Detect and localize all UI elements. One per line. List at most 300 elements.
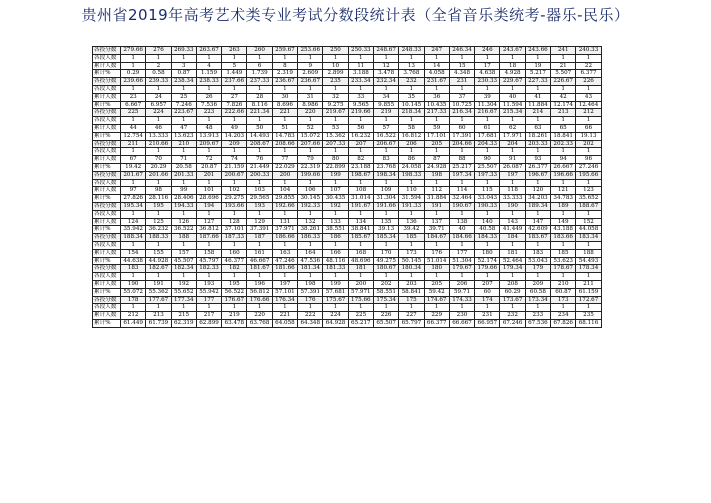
- table-cell: 110: [399, 187, 424, 195]
- table-cell: 1: [449, 54, 474, 62]
- table-cell: 65.217: [348, 319, 373, 327]
- table-cell: 1: [348, 273, 373, 281]
- table-cell: 1: [146, 85, 171, 93]
- table-cell: 67: [121, 156, 146, 164]
- table-cell: 10.725: [449, 101, 474, 109]
- table-cell: 1: [475, 241, 500, 249]
- table-cell: 193: [247, 202, 272, 210]
- table-cell: 57: [373, 124, 398, 132]
- table-cell: 224: [146, 109, 171, 117]
- table-cell: 41.449: [500, 226, 525, 234]
- table-cell: 97: [121, 187, 146, 195]
- table-cell: 4.058: [424, 70, 449, 78]
- table-cell: 206: [399, 140, 424, 148]
- table-cell: 7.246: [171, 101, 196, 109]
- table-cell: 1: [424, 210, 449, 218]
- table-cell: 53.623: [551, 257, 576, 265]
- table-row-count: [93, 210, 602, 218]
- table-cell: 195: [146, 202, 171, 210]
- table-cell: 1: [272, 210, 297, 218]
- table-cell: 42: [551, 93, 576, 101]
- table-cell: 1: [525, 304, 550, 312]
- row-label: 累计%: [93, 288, 121, 296]
- table-cell: 1: [348, 241, 373, 249]
- table-cell: 1: [373, 179, 398, 187]
- table-cell: 6.377: [576, 70, 601, 78]
- table-cell: 17.101: [424, 132, 449, 140]
- table-cell: 180: [475, 249, 500, 257]
- table-cell: 260: [247, 47, 272, 55]
- table-cell: 135: [373, 218, 398, 226]
- table-cell: 2.609: [298, 70, 323, 78]
- table-cell: 1: [500, 85, 525, 93]
- table-cell: 1: [222, 210, 247, 218]
- table-cell: 1: [373, 148, 398, 156]
- table-cell: 63.478: [222, 319, 247, 327]
- table-cell: 1: [449, 85, 474, 93]
- table-cell: 207: [475, 280, 500, 288]
- table-cell: 19.42: [121, 163, 146, 171]
- table-cell: 1: [373, 117, 398, 125]
- table-cell: 188.67: [576, 202, 601, 210]
- table-cell: 40: [500, 93, 525, 101]
- table-cell: 11.304: [475, 101, 500, 109]
- table-cell: 224: [323, 312, 348, 320]
- table-cell: 211: [576, 280, 601, 288]
- table-cell: 202: [373, 280, 398, 288]
- table-cell: 183.66: [551, 234, 576, 242]
- table-cell: 18.261: [525, 132, 550, 140]
- table-cell: 101: [196, 187, 221, 195]
- table-cell: 1: [196, 148, 221, 156]
- table-cell: 1: [196, 54, 221, 62]
- table-cell: 177.67: [146, 296, 171, 304]
- row-label: 各投分数: [93, 109, 121, 117]
- table-cell: 2.319: [272, 70, 297, 78]
- table-cell: 47.246: [272, 257, 297, 265]
- table-cell: 38.261: [298, 226, 323, 234]
- table-cell: 154: [121, 249, 146, 257]
- table-cell: 182: [222, 265, 247, 273]
- table-cell: 30.435: [323, 195, 348, 203]
- table-cell: 1: [272, 273, 297, 281]
- table-row-count: [93, 54, 602, 62]
- table-cell: 1: [323, 273, 348, 281]
- table-cell: 225: [348, 312, 373, 320]
- table-cell: 1: [373, 54, 398, 62]
- table-cell: 127: [196, 218, 221, 226]
- table-cell: 179.66: [475, 265, 500, 273]
- table-cell: 53: [323, 124, 348, 132]
- table-cell: 1: [171, 54, 196, 62]
- table-cell: 0.29: [121, 70, 146, 78]
- table-cell: 1: [323, 179, 348, 187]
- table-cell: 194: [196, 202, 221, 210]
- table-cell: 133: [323, 218, 348, 226]
- table-cell: 29.565: [247, 195, 272, 203]
- table-cell: 1: [348, 54, 373, 62]
- table-cell: 190: [121, 280, 146, 288]
- table-cell: 31.014: [348, 195, 373, 203]
- table-row-cum: [93, 124, 602, 132]
- table-cell: 181: [500, 249, 525, 257]
- table-cell: 53.043: [525, 257, 550, 265]
- table-cell: 60.29: [500, 288, 525, 296]
- table-cell: 37: [449, 93, 474, 101]
- table-cell: 48.696: [348, 257, 373, 265]
- table-cell: 199: [323, 171, 348, 179]
- table-cell: 103: [247, 187, 272, 195]
- table-cell: 121: [551, 187, 576, 195]
- table-cell: 1: [399, 54, 424, 62]
- table-cell: 198.67: [348, 171, 373, 179]
- table-cell: 1: [500, 273, 525, 281]
- table-cell: 1: [298, 85, 323, 93]
- table-cell: 93: [525, 156, 550, 164]
- table-cell: 46.377: [222, 257, 247, 265]
- table-cell: 10.145: [399, 101, 424, 109]
- row-label: 累计人数: [93, 62, 121, 70]
- table-cell: 231: [475, 312, 500, 320]
- table-cell: 55.072: [121, 288, 146, 296]
- table-cell: 1: [298, 54, 323, 62]
- table-cell: 184: [500, 234, 525, 242]
- table-cell: 1: [298, 210, 323, 218]
- table-cell: 1: [500, 304, 525, 312]
- table-cell: 27.826: [121, 195, 146, 203]
- table-cell: 211: [121, 140, 146, 148]
- table-cell: 208.66: [272, 140, 297, 148]
- table-cell: 193: [196, 280, 221, 288]
- table-row-cum: [93, 280, 602, 288]
- table-cell: 102: [222, 187, 247, 195]
- table-cell: 10.435: [424, 101, 449, 109]
- table-cell: 25.507: [475, 163, 500, 171]
- table-cell: 209: [222, 140, 247, 148]
- table-cell: 188: [171, 234, 196, 242]
- table-cell: 3: [171, 62, 196, 70]
- table-cell: 60: [475, 288, 500, 296]
- table-cell: 51.304: [449, 257, 474, 265]
- table-cell: 1: [272, 241, 297, 249]
- table-cell: 1: [222, 117, 247, 125]
- table-cell: 12: [373, 62, 398, 70]
- table-cell: 1: [399, 85, 424, 93]
- table-cell: 1: [424, 179, 449, 187]
- table-cell: 18: [500, 62, 525, 70]
- table-row-pct: [93, 226, 602, 234]
- table-cell: 118: [500, 187, 525, 195]
- table-cell: 1: [500, 117, 525, 125]
- table-row-pct: [93, 70, 602, 78]
- table-cell: 8: [272, 62, 297, 70]
- table-cell: 58.841: [399, 288, 424, 296]
- table-cell: 57.971: [348, 288, 373, 296]
- table-cell: 1: [399, 179, 424, 187]
- table-cell: 210.66: [146, 140, 171, 148]
- table-cell: 1: [576, 304, 601, 312]
- table-cell: 13.623: [171, 132, 196, 140]
- table-cell: 238.33: [196, 78, 221, 86]
- table-cell: 64.348: [298, 319, 323, 327]
- table-cell: 226: [373, 312, 398, 320]
- table-cell: 45.507: [171, 257, 196, 265]
- table-cell: 26.667: [551, 163, 576, 171]
- table-cell: 1: [247, 241, 272, 249]
- table-cell: 239.66: [121, 78, 146, 86]
- table-cell: 237.66: [222, 78, 247, 86]
- table-cell: 13.333: [146, 132, 171, 140]
- table-cell: 29.855: [272, 195, 297, 203]
- table-cell: 182.67: [146, 265, 171, 273]
- table-cell: 147: [525, 218, 550, 226]
- table-cell: 125: [146, 218, 171, 226]
- table-cell: 208: [500, 280, 525, 288]
- table-cell: 57.391: [298, 288, 323, 296]
- table-cell: 1: [373, 304, 398, 312]
- table-row-cum: [93, 156, 602, 164]
- table-cell: 1: [576, 148, 601, 156]
- table-cell: 38.841: [348, 226, 373, 234]
- table-cell: 1: [323, 241, 348, 249]
- table-cell: 200.67: [222, 171, 247, 179]
- table-cell: 1: [449, 241, 474, 249]
- table-cell: 207.33: [323, 140, 348, 148]
- table-cell: 232.34: [373, 78, 398, 86]
- table-cell: 37.101: [222, 226, 247, 234]
- table-cell: 12.174: [551, 101, 576, 109]
- table-cell: 9.565: [348, 101, 373, 109]
- table-row-count: [93, 148, 602, 156]
- table-cell: 49.275: [373, 257, 398, 265]
- table-cell: 1: [272, 179, 297, 187]
- table-cell: 70: [146, 156, 171, 164]
- table-cell: 5.507: [551, 70, 576, 78]
- table-body: [93, 47, 602, 328]
- table-cell: 185: [551, 249, 576, 257]
- table-cell: 55.362: [146, 288, 171, 296]
- table-cell: 176.66: [247, 296, 272, 304]
- table-cell: 1: [449, 117, 474, 125]
- table-cell: 198.33: [399, 171, 424, 179]
- table-cell: 219: [373, 109, 398, 117]
- table-cell: 175.66: [348, 296, 373, 304]
- table-cell: 196: [247, 280, 272, 288]
- table-cell: 88: [449, 156, 474, 164]
- table-cell: 170: [373, 249, 398, 257]
- table-cell: 1: [424, 148, 449, 156]
- table-cell: 1: [247, 210, 272, 218]
- table-row-score: [93, 265, 602, 273]
- table-cell: 175.67: [323, 296, 348, 304]
- table-cell: 219.66: [348, 109, 373, 117]
- table-cell: 14: [424, 62, 449, 70]
- table-cell: 1: [171, 273, 196, 281]
- table-cell: 237.33: [247, 78, 272, 86]
- table-cell: 204: [500, 140, 525, 148]
- table-cell: 6.667: [121, 101, 146, 109]
- table-cell: 131: [272, 218, 297, 226]
- row-label: 累计人数: [93, 93, 121, 101]
- table-cell: 41: [525, 93, 550, 101]
- table-cell: 1: [475, 117, 500, 125]
- table-cell: 181.34: [298, 265, 323, 273]
- table-cell: 1: [171, 304, 196, 312]
- table-cell: 186: [323, 234, 348, 242]
- table-cell: 26: [196, 93, 221, 101]
- table-cell: 190: [500, 202, 525, 210]
- table-cell: 24: [146, 93, 171, 101]
- table-cell: 250: [323, 47, 348, 55]
- table-cell: 1: [449, 179, 474, 187]
- table-cell: 106: [298, 187, 323, 195]
- row-label: 各投分数: [93, 265, 121, 273]
- table-cell: 1: [121, 117, 146, 125]
- table-cell: 1: [247, 273, 272, 281]
- table-cell: 51: [272, 124, 297, 132]
- table-cell: 30: [272, 93, 297, 101]
- table-cell: 208.67: [247, 140, 272, 148]
- table-cell: 43.188: [551, 226, 576, 234]
- table-cell: 3.478: [373, 70, 398, 78]
- table-cell: 1: [121, 85, 146, 93]
- table-row-cum: [93, 249, 602, 257]
- table-cell: 269.33: [171, 47, 196, 55]
- table-cell: 63: [525, 124, 550, 132]
- table-cell: 201.67: [121, 171, 146, 179]
- table-cell: 37.971: [272, 226, 297, 234]
- table-cell: 55.942: [196, 288, 221, 296]
- table-cell: 200.33: [247, 171, 272, 179]
- table-cell: 1: [323, 304, 348, 312]
- table-cell: 1: [449, 304, 474, 312]
- table-cell: 197: [272, 280, 297, 288]
- table-cell: 197: [500, 171, 525, 179]
- table-cell: 90: [475, 156, 500, 164]
- table-cell: 198: [424, 171, 449, 179]
- table-cell: 1: [196, 179, 221, 187]
- table-cell: 200: [348, 280, 373, 288]
- table-cell: 177: [196, 296, 221, 304]
- row-label: 各投分数: [93, 140, 121, 148]
- table-cell: 35: [399, 93, 424, 101]
- row-label: 累计人数: [93, 124, 121, 132]
- table-row-score: [93, 140, 602, 148]
- table-cell: 187.33: [222, 234, 247, 242]
- table-cell: 181.66: [272, 265, 297, 273]
- table-cell: 48.116: [323, 257, 348, 265]
- table-cell: 202.33: [551, 140, 576, 148]
- table-cell: 181.33: [323, 265, 348, 273]
- table-cell: 176.67: [222, 296, 247, 304]
- table-cell: 32: [323, 93, 348, 101]
- table-cell: 62.899: [196, 319, 221, 327]
- table-cell: 31.304: [373, 195, 398, 203]
- table-cell: 192.33: [298, 202, 323, 210]
- table-row-cum: [93, 218, 602, 226]
- table-cell: 86: [399, 156, 424, 164]
- table-cell: 186.33: [298, 234, 323, 242]
- table-cell: 210: [551, 280, 576, 288]
- table-cell: 98: [146, 187, 171, 195]
- table-cell: 1.449: [222, 70, 247, 78]
- table-cell: 1: [146, 148, 171, 156]
- table-cell: 232: [500, 312, 525, 320]
- table-cell: 1: [121, 148, 146, 156]
- table-cell: 1: [222, 148, 247, 156]
- row-label: 累计人数: [93, 249, 121, 257]
- table-cell: 198: [298, 280, 323, 288]
- table-cell: 190.33: [475, 202, 500, 210]
- table-cell: 205: [424, 280, 449, 288]
- row-label: 各投分数: [93, 202, 121, 210]
- table-cell: 6: [247, 62, 272, 70]
- table-cell: 1: [373, 210, 398, 218]
- table-cell: 59.42: [424, 288, 449, 296]
- row-label: 累计人数: [93, 187, 121, 195]
- table-cell: 184.33: [475, 234, 500, 242]
- row-label: 累计人数: [93, 312, 121, 320]
- table-cell: 61.159: [576, 288, 601, 296]
- table-cell: 1: [272, 54, 297, 62]
- table-row-score: [93, 171, 602, 179]
- table-cell: 16.232: [348, 132, 373, 140]
- table-cell: 195.66: [576, 171, 601, 179]
- table-cell: 168: [348, 249, 373, 257]
- table-row-count: [93, 179, 602, 187]
- table-cell: 99: [171, 187, 196, 195]
- table-row-cum: [93, 62, 602, 70]
- table-cell: 96: [576, 156, 601, 164]
- table-cell: 34: [373, 93, 398, 101]
- table-cell: 239.33: [146, 78, 171, 86]
- table-cell: 20.58: [171, 163, 196, 171]
- table-cell: 253.66: [298, 47, 323, 55]
- table-cell: 185: [399, 234, 424, 242]
- table-cell: 276: [146, 47, 171, 55]
- table-cell: 182.33: [196, 265, 221, 273]
- table-cell: 9: [298, 62, 323, 70]
- table-cell: 50: [247, 124, 272, 132]
- table-cell: 188: [576, 249, 601, 257]
- table-row-count: [93, 304, 602, 312]
- table-cell: 126: [171, 218, 196, 226]
- row-label: 各投分数: [93, 171, 121, 179]
- table-cell: 1: [298, 273, 323, 281]
- table-cell: 1: [475, 273, 500, 281]
- table-cell: 1: [551, 210, 576, 218]
- table-cell: 39: [475, 93, 500, 101]
- table-cell: 149: [551, 218, 576, 226]
- table-cell: 1: [121, 62, 146, 70]
- table-cell: 187.66: [196, 234, 221, 242]
- table-cell: 1: [500, 179, 525, 187]
- table-cell: 180: [424, 265, 449, 273]
- table-cell: 158: [196, 249, 221, 257]
- table-cell: 1: [121, 304, 146, 312]
- row-label: 累计%: [93, 257, 121, 265]
- table-cell: 22: [576, 62, 601, 70]
- table-cell: 176: [424, 249, 449, 257]
- table-cell: 221: [272, 109, 297, 117]
- table-cell: 1: [475, 54, 500, 62]
- table-cell: 6.957: [146, 101, 171, 109]
- table-cell: 68.116: [576, 319, 601, 327]
- table-cell: 186.66: [272, 234, 297, 242]
- table-cell: 197.34: [449, 171, 474, 179]
- table-row-count: [93, 273, 602, 281]
- table-cell: 1: [576, 85, 601, 93]
